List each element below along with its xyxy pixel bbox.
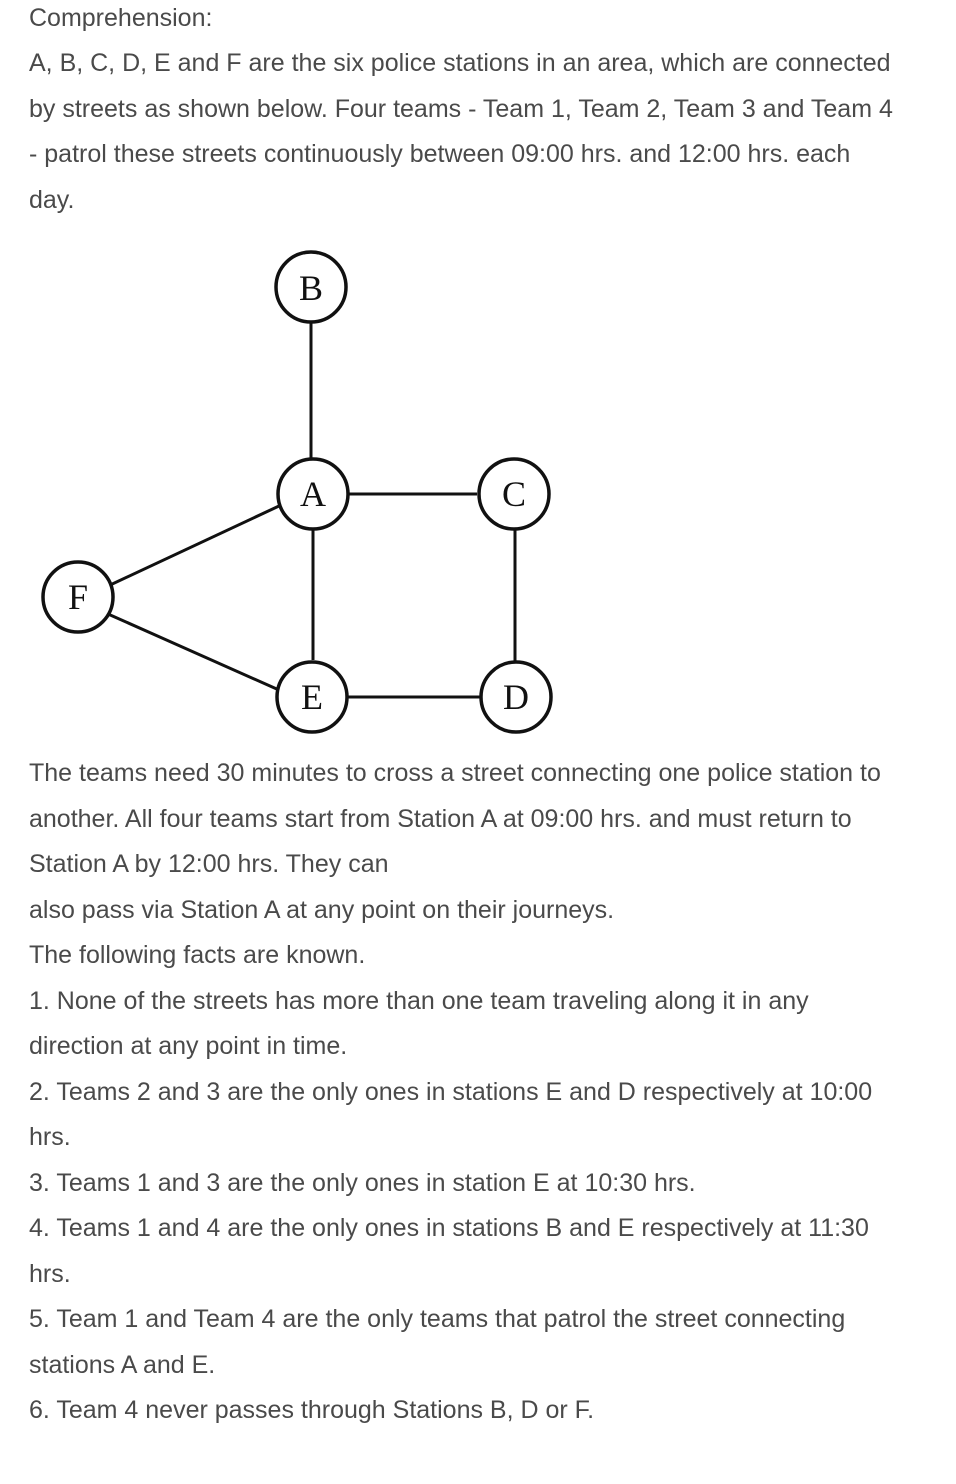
street-A-F [108, 506, 279, 586]
intro-line-3: - patrol these streets continuously between 09:00 hrs. and 12:00 hrs. each [29, 140, 851, 168]
station-B-label: B [298, 268, 324, 308]
body-line-3: Station A by 12:00 hrs. They can [29, 850, 389, 878]
body-line-1: The teams need 30 minutes to cross a street connecting one police station to [29, 759, 881, 787]
fact-1-line-1: 1. None of the streets has more than one team traveling along it in any [29, 987, 809, 1015]
station-F-label: F [67, 577, 89, 617]
station-F [43, 562, 113, 632]
station-E-label: E [301, 677, 323, 717]
fact-4-line-2: hrs. [29, 1260, 71, 1288]
fact-4-line-1: 4. Teams 1 and 4 are the only ones in stations B and E respectively at 11:30 [29, 1214, 869, 1242]
station-B [276, 252, 346, 322]
body-line-2: another. All four teams start from Station A at 09:00 hrs. and must return to [29, 805, 852, 833]
intro-line-2: by streets as shown below. Four teams - Team 1, Team 2, Team 3 and Team 4 [29, 95, 893, 123]
fact-5-line-2: stations A and E. [29, 1351, 216, 1379]
fact-1-line-2: direction at any point in time. [29, 1032, 348, 1060]
station-A-label: A [300, 474, 326, 514]
fact-2-line-1: 2. Teams 2 and 3 are the only ones in stations E and D respectively at 10:00 [29, 1078, 873, 1106]
intro-line-4: day. [29, 186, 75, 214]
fact-3: 3. Teams 1 and 3 are the only ones in station E at 10:30 hrs. [29, 1169, 696, 1197]
fact-2-line-2: hrs. [29, 1123, 71, 1151]
fact-5-line-1: 5. Team 1 and Team 4 are the only teams that patrol the street connecting [29, 1305, 846, 1333]
street-F-E [108, 614, 279, 690]
station-C [479, 459, 549, 529]
intro-line-1: A, B, C, D, E and F are the six police stations in an area, which are connected [29, 49, 891, 77]
facts-intro: The following facts are known. [29, 941, 366, 969]
fact-6: 6. Team 4 never passes through Stations B, D or F. [29, 1396, 595, 1424]
body-line-4: also pass via Station A at any point on their journeys. [29, 896, 615, 924]
station-E [277, 662, 347, 732]
station-D [481, 662, 551, 732]
heading: Comprehension: [29, 4, 213, 32]
police-station-network-diagram [29, 240, 589, 750]
station-D-label: D [503, 677, 529, 717]
station-A [278, 459, 348, 529]
station-C-label: C [501, 474, 527, 514]
